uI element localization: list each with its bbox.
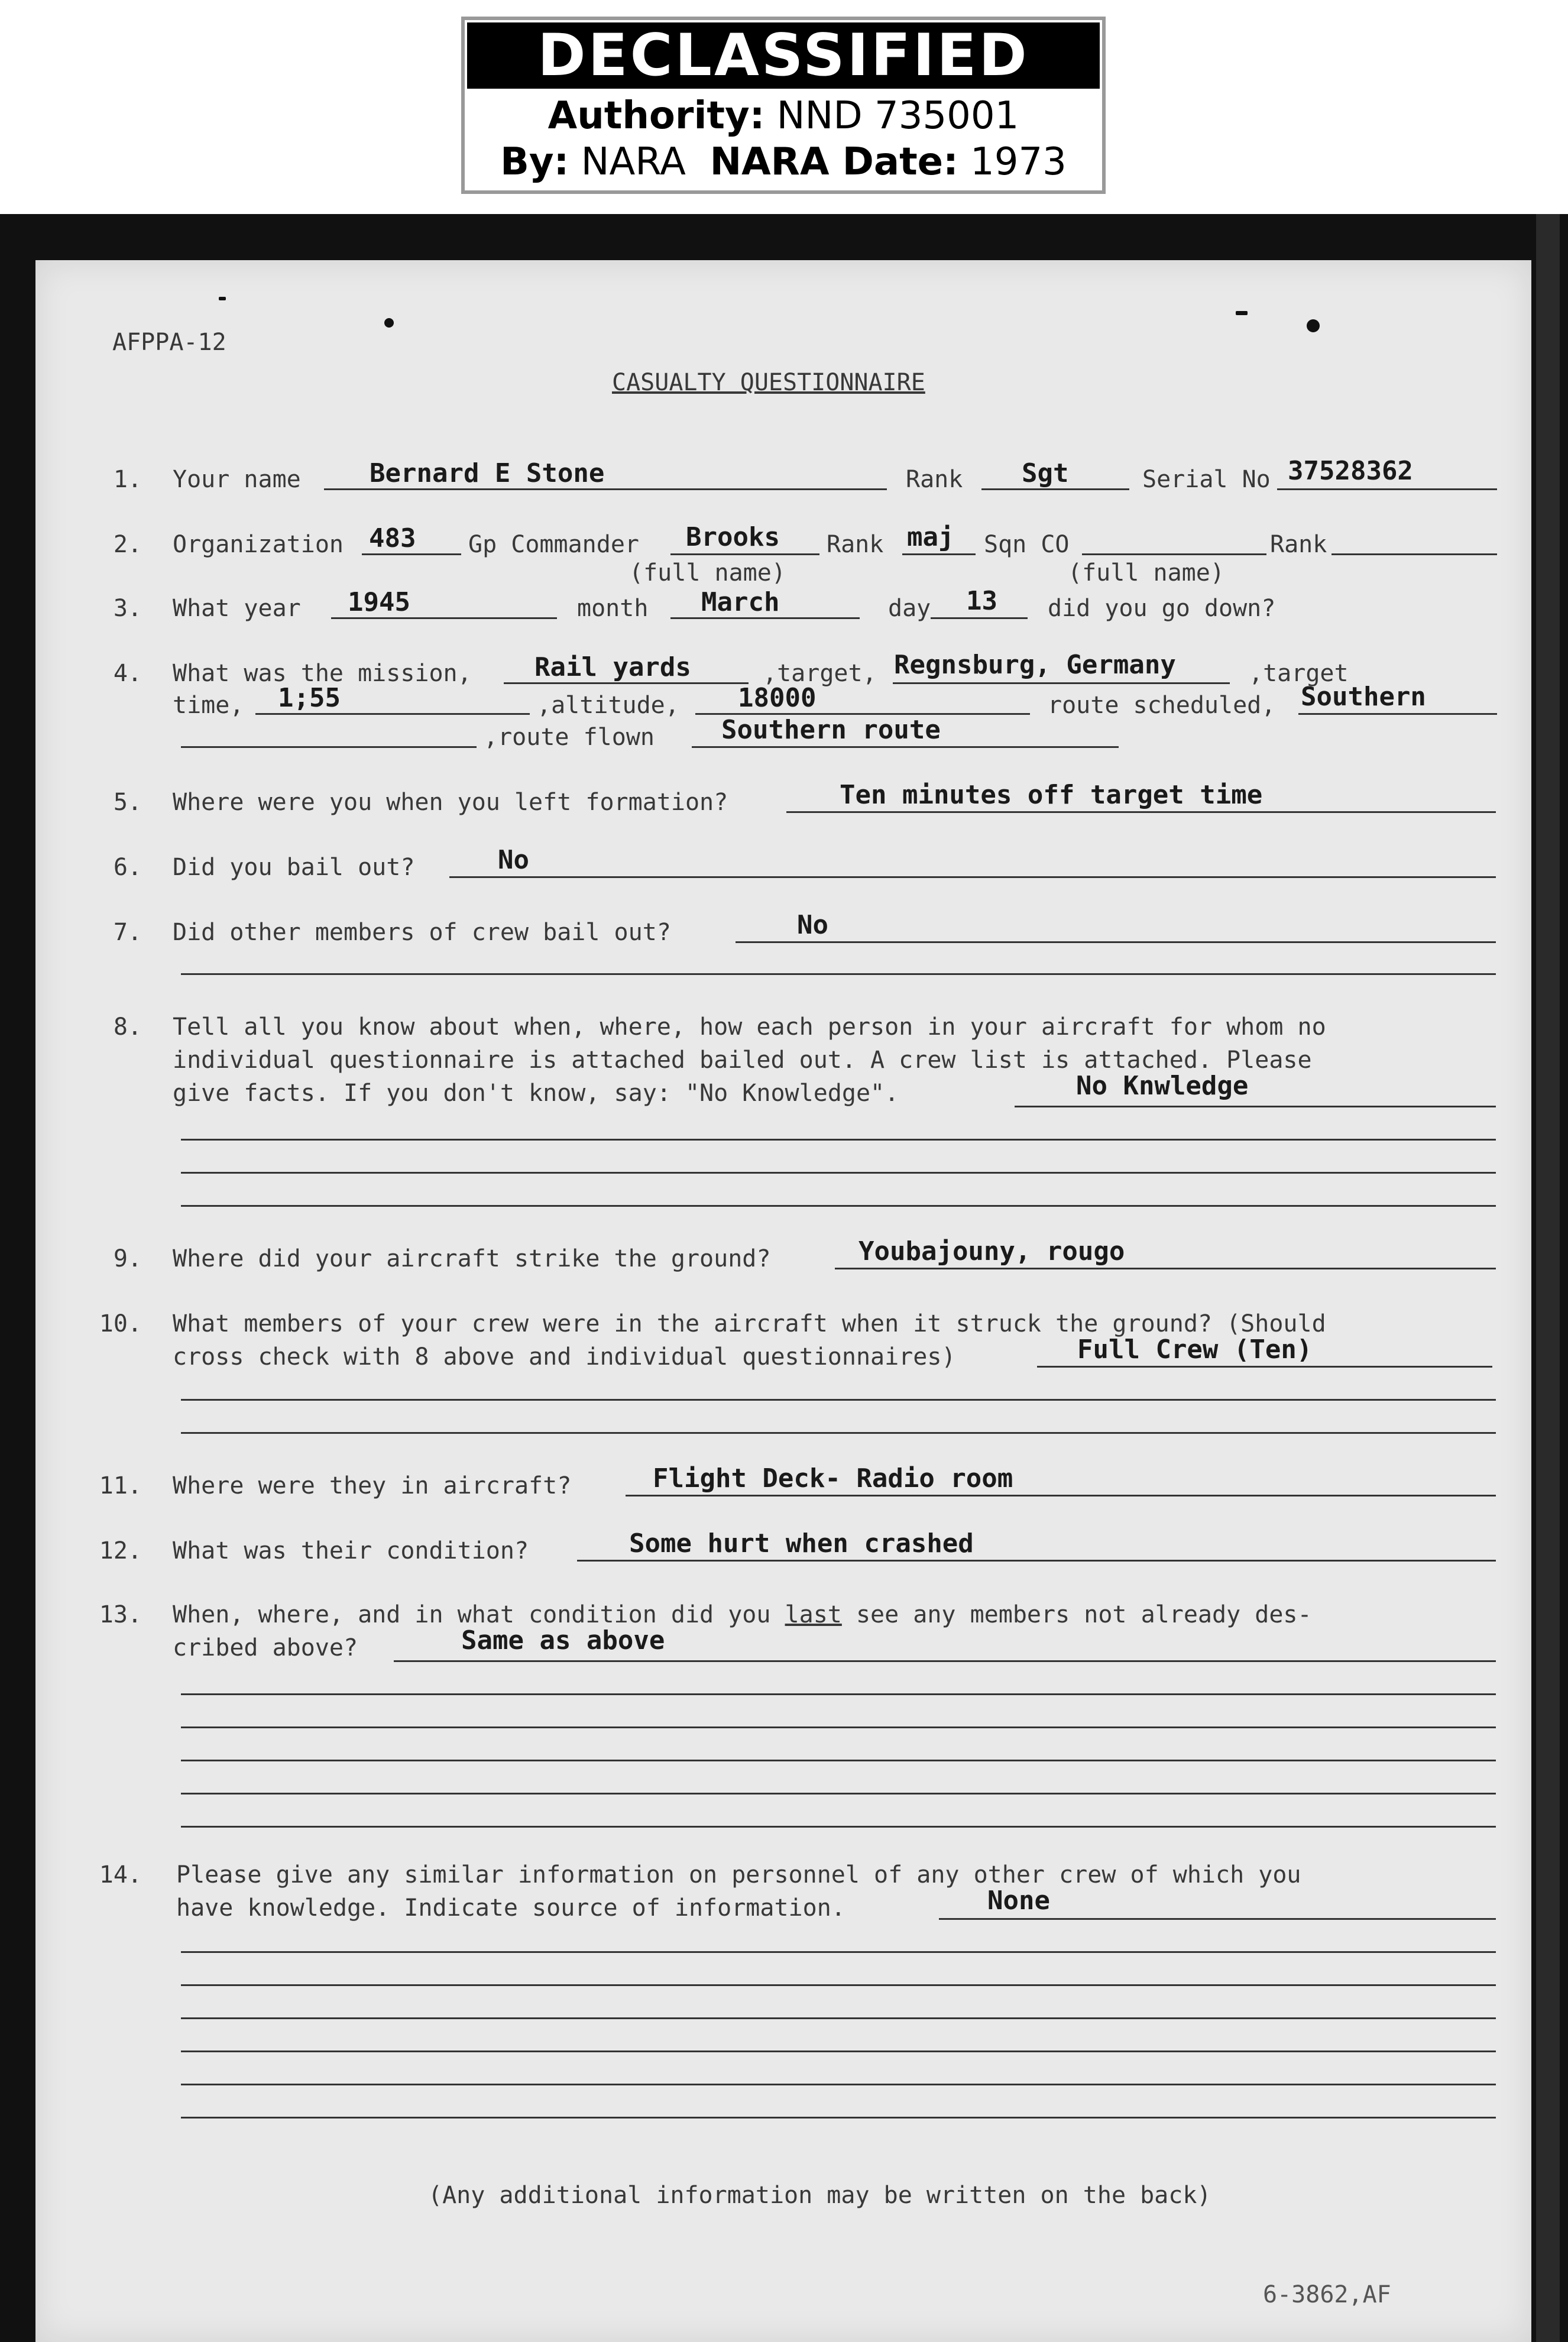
- q12-value: Some hurt when crashed: [629, 1528, 974, 1559]
- q10-line-a: [1037, 1366, 1492, 1368]
- q2-gp-line: [670, 553, 819, 555]
- q2-rank2-line: [1331, 553, 1497, 555]
- q8-line-d: [181, 1205, 1496, 1207]
- q2-rank-value: maj: [907, 522, 954, 552]
- q4-route-flown-line: [692, 746, 1119, 748]
- q7-number: 7.: [113, 919, 142, 946]
- q4-mission-value: Rail yards: [534, 652, 691, 682]
- q4-mission-line: [504, 682, 749, 684]
- stamp-title: DECLASSIFIED: [467, 22, 1100, 89]
- q13-line-f: [181, 1826, 1496, 1828]
- q3-number: 3.: [113, 595, 142, 622]
- q4-route-sched-line-2: [181, 746, 477, 748]
- q4-route-flown-value: Southern route: [721, 715, 941, 745]
- q13-line-e: [181, 1793, 1496, 1794]
- q13-line-2: cribed above?: [173, 1634, 358, 1661]
- q1-name-value: Bernard E Stone: [370, 458, 605, 488]
- q3-tail-label: did you go down?: [1048, 595, 1276, 622]
- q2-rank2-label: Rank: [1270, 531, 1327, 558]
- q14-line-g: [181, 2117, 1496, 2119]
- q8-number: 8.: [113, 1013, 142, 1041]
- q10-line-1: What members of your crew were in the aircraft when it struck the ground? (Should: [173, 1310, 1326, 1337]
- q4-route-sched-value: Southern: [1301, 682, 1426, 712]
- scan-speck: [1307, 319, 1320, 332]
- form-title: CASUALTY QUESTIONNAIRE: [612, 369, 925, 396]
- q4-target-value: Regnsburg, Germany: [894, 650, 1176, 680]
- q1-rank-label: Rank: [906, 466, 963, 493]
- q2-number: 2.: [113, 531, 142, 558]
- q13-line-1-a: When, where, and in what condition did you: [173, 1601, 785, 1628]
- q10-value: Full Crew (Ten): [1077, 1334, 1313, 1365]
- q7-line: [736, 941, 1496, 943]
- q7-value: No: [797, 910, 828, 940]
- q5-label: Where were you when you left formation?: [173, 789, 728, 816]
- scan-binder-edge: [1536, 214, 1560, 2342]
- stamp-date-label: NARA Date:: [710, 140, 958, 184]
- footer-form-code: 6-3862,AF: [1263, 2281, 1391, 2308]
- q13-line-c: [181, 1726, 1496, 1728]
- q2-gp-value: Brooks: [686, 522, 780, 552]
- q11-label: Where were they in aircraft?: [173, 1472, 572, 1499]
- q4-target-label: ,target,: [763, 660, 877, 687]
- q4-time-label: time,: [173, 692, 244, 719]
- stamp-by-line: [465, 138, 1102, 186]
- q3-month-value: March: [701, 587, 780, 617]
- q7-label: Did other members of crew bail out?: [173, 919, 671, 946]
- stamp-date-value: 1973: [970, 140, 1067, 184]
- q5-line: [786, 811, 1496, 813]
- q10-line-2: cross check with 8 above and individual questionnaires): [173, 1343, 956, 1371]
- q8-line-a: [1015, 1106, 1496, 1107]
- q1-name-label: Your name: [173, 466, 301, 493]
- q14-line-f: [181, 2084, 1496, 2085]
- q11-value: Flight Deck- Radio room: [653, 1463, 1013, 1494]
- q13-line-a: [394, 1660, 1496, 1662]
- q6-line: [449, 876, 1496, 878]
- declassified-stamp: [461, 17, 1106, 194]
- q7-line-2: [181, 973, 1496, 975]
- q2-full-name-hint-2: (full name): [1068, 559, 1224, 587]
- q9-line: [835, 1268, 1496, 1269]
- q1-number: 1.: [113, 466, 142, 493]
- q6-value: No: [498, 845, 529, 875]
- q3-day-label: day: [888, 595, 931, 622]
- q14-line-1: Please give any similar information on personnel of any other crew of which you: [176, 1861, 1301, 1888]
- q1-serial-value: 37528362: [1288, 456, 1413, 486]
- stamp-by-value: NARA: [581, 140, 686, 184]
- q14-line-d: [181, 2017, 1496, 2019]
- q6-number: 6.: [113, 854, 142, 881]
- q4-mission-label: What was the mission,: [173, 660, 472, 687]
- q4-number: 4.: [113, 660, 142, 687]
- scan-speck: [219, 297, 226, 300]
- q4-altitude-value: 18000: [738, 683, 817, 713]
- q2-sqn-line: [1082, 553, 1266, 555]
- stamp-authority-line: [465, 92, 1102, 140]
- q8-line-b: [181, 1139, 1496, 1141]
- q14-line-b: [181, 1951, 1496, 1953]
- q11-line: [626, 1495, 1496, 1496]
- q2-org-line: [362, 553, 461, 555]
- q3-year-value: 1945: [348, 587, 410, 617]
- q13-value: Same as above: [461, 1625, 665, 1656]
- q9-value: Youbajouny, rougo: [858, 1236, 1125, 1266]
- form-id: AFPPA-12: [112, 329, 226, 356]
- q4-route-sched-label: route scheduled,: [1048, 692, 1276, 719]
- q2-org-value: 483: [369, 523, 416, 553]
- q12-label: What was their condition?: [173, 1537, 529, 1564]
- q13-line-1-b: see any members not already des-: [841, 1601, 1312, 1628]
- q2-sqn-label: Sqn CO: [984, 531, 1070, 558]
- q13-line-1: [173, 1600, 1312, 1630]
- q2-rank-label: Rank: [827, 531, 884, 558]
- footer-note: (Any additional information may be written on the back): [428, 2182, 1211, 2209]
- q12-line: [577, 1560, 1496, 1562]
- q8-line-1: Tell all you know about when, where, how each person in your aircraft for whom no: [173, 1013, 1326, 1041]
- q6-label: Did you bail out?: [173, 854, 415, 881]
- q1-rank-line: [981, 488, 1129, 490]
- q13-line-1-last: last: [785, 1601, 842, 1628]
- q4-target-line: [893, 682, 1230, 684]
- q8-value: No Knwledge: [1076, 1071, 1249, 1101]
- q4-route-flown-label: ,route flown: [484, 724, 655, 751]
- q1-rank-value: Sgt: [1022, 458, 1069, 488]
- q5-value: Ten minutes off target time: [840, 780, 1263, 810]
- q3-month-line: [670, 617, 860, 619]
- q2-rank-line: [902, 553, 976, 555]
- q1-serial-line: [1277, 488, 1497, 490]
- q14-line-c: [181, 1984, 1496, 1986]
- scan-speck: [384, 318, 394, 328]
- q3-year-line: [331, 617, 557, 619]
- q9-label: Where did your aircraft strike the ground?: [173, 1245, 771, 1272]
- q14-number: 14.: [99, 1861, 142, 1888]
- scan-speck: [1236, 311, 1248, 315]
- q4-time-value: 1;55: [278, 683, 341, 713]
- q3-day-line: [931, 617, 1028, 619]
- q5-number: 5.: [113, 789, 142, 816]
- q4-altitude-label: ,altitude,: [537, 692, 679, 719]
- q8-line-c: [181, 1172, 1496, 1174]
- q4-time-line: [255, 713, 530, 715]
- q11-number: 11.: [99, 1472, 142, 1499]
- q3-month-label: month: [577, 595, 649, 622]
- q12-number: 12.: [99, 1537, 142, 1564]
- q13-number: 13.: [99, 1601, 142, 1628]
- q10-line-c: [181, 1432, 1496, 1434]
- q14-line-e: [181, 2051, 1496, 2052]
- q2-full-name-hint-1: (full name): [629, 559, 786, 587]
- q13-line-d: [181, 1760, 1496, 1761]
- q14-line-2: have knowledge. Indicate source of information.: [176, 1894, 845, 1922]
- q2-org-label: Organization: [173, 531, 344, 558]
- stamp-authority-value: NND 735001: [776, 94, 1019, 138]
- q14-line-a: [939, 1918, 1496, 1920]
- stamp-authority-label: Authority:: [547, 94, 765, 138]
- q13-line-b: [181, 1693, 1496, 1695]
- q4-route-sched-line: [1298, 713, 1497, 715]
- stamp-by-label: By:: [500, 140, 569, 184]
- q4-target-time-label: ,target: [1249, 660, 1349, 687]
- q8-line-3: give facts. If you don't know, say: "No Knowledge".: [173, 1080, 899, 1107]
- q3-year-label: What year: [173, 595, 301, 622]
- q2-gp-label: Gp Commander: [468, 531, 639, 558]
- q1-name-line: [324, 488, 887, 490]
- q8-line-2: individual questionnaire is attached bailed out. A crew list is attached. Please: [173, 1047, 1312, 1074]
- q3-day-value: 13: [966, 586, 997, 616]
- q14-value: None: [987, 1886, 1050, 1916]
- q10-number: 10.: [99, 1310, 142, 1337]
- q1-serial-label: Serial No: [1142, 466, 1271, 493]
- q10-line-b: [181, 1399, 1496, 1401]
- q9-number: 9.: [113, 1245, 142, 1272]
